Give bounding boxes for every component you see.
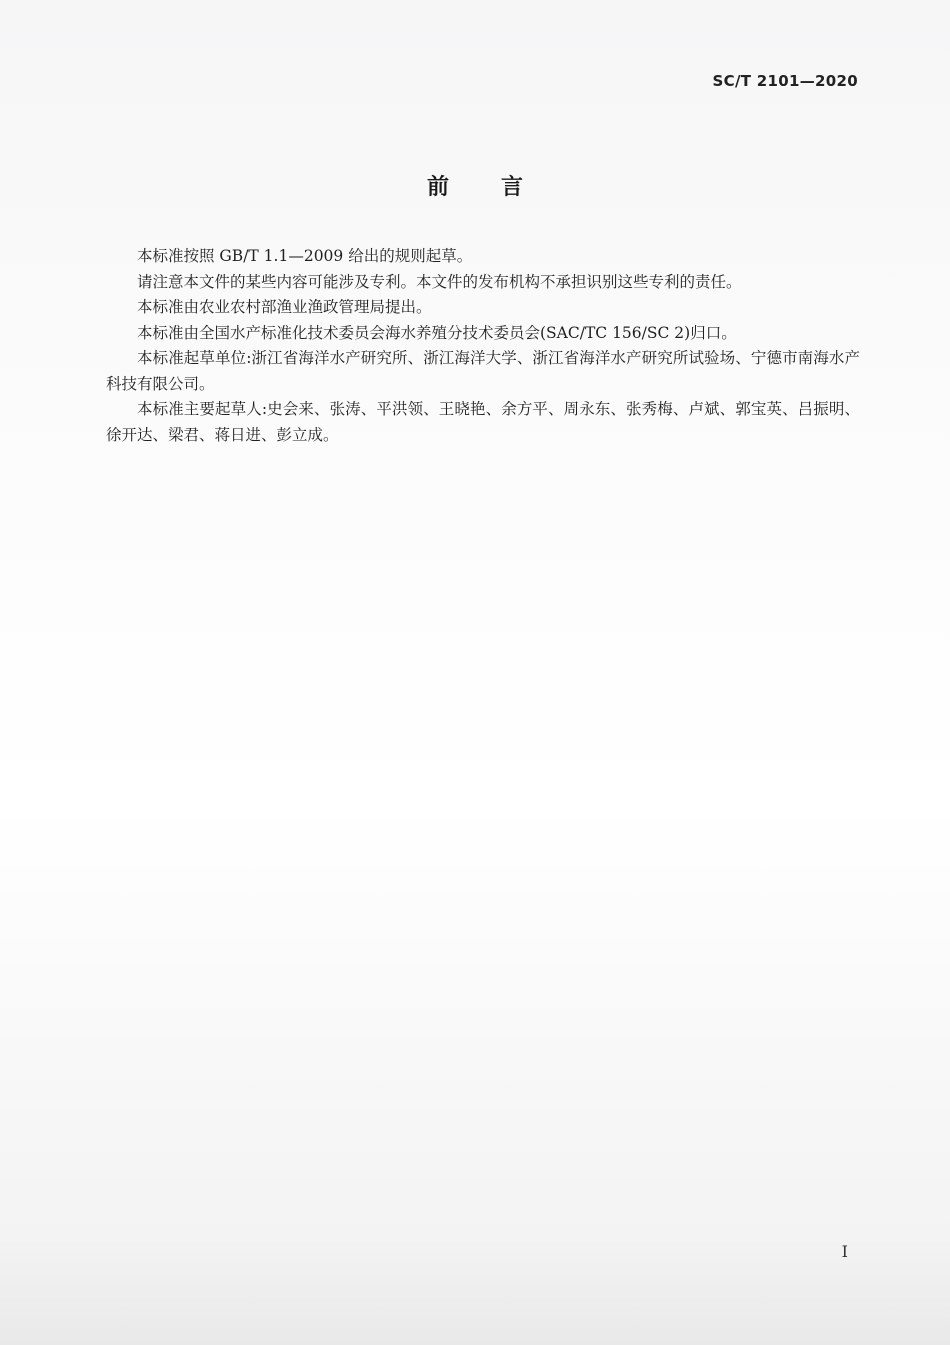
standard-code: SC/T 2101—2020 — [712, 72, 858, 90]
section-title: 前言 — [426, 175, 575, 200]
foreword-body — [106, 244, 860, 448]
paragraph-drafting-rules: 本标准按照 GB/T 1.1—2009 给出的规则起草。 — [137, 247, 473, 265]
paragraph-proposer: 本标准由农业农村部渔业渔政管理局提出。 — [137, 298, 432, 316]
paragraph-drafters: 本标准主要起草人:史会来、张涛、平洪领、王晓艳、余方平、周永东、张秀梅、卢斌、郭宝英、吕振明、徐开达、梁君、蒋日进、彭立成。 — [106, 400, 860, 444]
page-number: I — [841, 1242, 848, 1261]
paragraph-drafting-organizations: 本标准起草单位:浙江省海洋水产研究所、浙江海洋大学、浙江省海洋水产研究所试验场、宁德市南海水产科技有限公司。 — [106, 349, 860, 393]
paragraph-technical-committee: 本标准由全国水产标准化技术委员会海水养殖分技术委员会(SAC/TC 156/SC 2)归口。 — [137, 323, 737, 342]
paragraph-patent-notice: 请注意本文件的某些内容可能涉及专利。本文件的发布机构不承担识别这些专利的责任。 — [137, 272, 742, 291]
